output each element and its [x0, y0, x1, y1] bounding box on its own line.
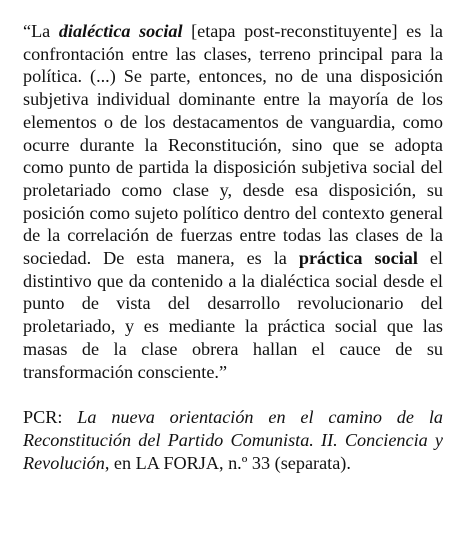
term-practica-social: práctica social [298, 248, 418, 269]
source-title: La nueva orientación en el camino de la Reconstitución del Partido Comunista. II. Conciencia y Revolución [23, 407, 443, 473]
quote-body-part-2: el distintivo que da contenido a la dialéctica social desde el punto de vista del desarrollo revolucionario del proletariado, y es mediante la práctica social que las masas de la clase obrera hallan el cauce de su transformación consciente.” [23, 248, 443, 382]
document-page [23, 20, 443, 474]
term-dialectica-social: dialéctica social [58, 21, 183, 41]
quote-body-part-1: [etapa post-reconstituyente] es la confrontación entre las clases, terreno principal para la política. (...) Se parte, entonces, no de una disposición subjetiva individual dominante entre la mayoría de los elementos o de los destacamentos de vanguardia, como ocurre durante la Reconstitución, sino que se adopta como punto de partida la disposición subjetiva social del proletariado como clase y, desde esa disposición, su posición como sujeto político dentro del contexto general de la correlación de fuerzas entre todas las clases de la sociedad. De esta manera, es la [23, 21, 443, 269]
source-publication: , en LA FORJA, n.º 33 (separata). [104, 452, 351, 473]
source-author: PCR: [23, 407, 78, 428]
source-citation [23, 406, 443, 474]
quote-opening: “La [23, 21, 59, 41]
quote-paragraph [23, 20, 443, 383]
